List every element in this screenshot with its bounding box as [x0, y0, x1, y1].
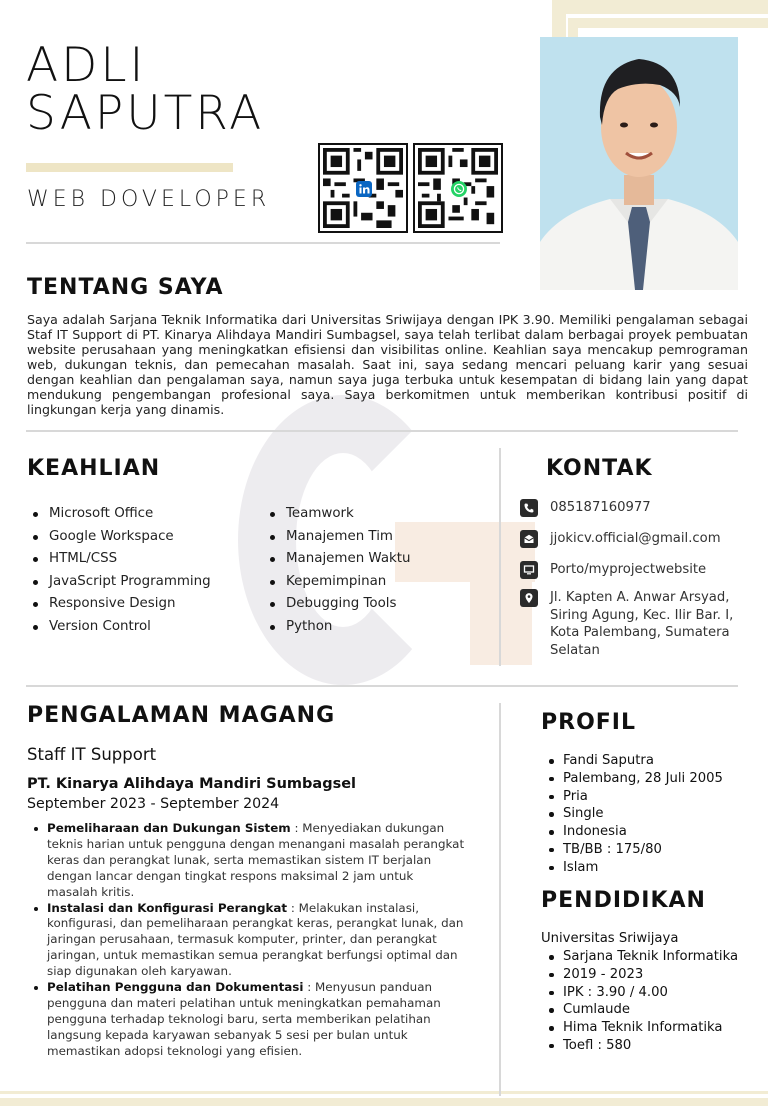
list-item: JavaScript Programming: [27, 571, 211, 594]
school-name: Universitas Sriwijaya: [541, 931, 679, 946]
list-item: Islam: [541, 859, 723, 877]
divider: [499, 703, 501, 1096]
phone-icon: [520, 499, 538, 517]
about-text: Saya adalah Sarjana Teknik Informatika dari Universitas Sriwijaya dengan IPK 3.90. Memiliki pengalaman sebagai Staf IT Support di PT. Kinarya Alihdaya Mandiri Sumbagsel, saya telah terlibat dalam berbagai proyek pembuatan website perusahaan yang meningkatkan efisiensi dan visibilitas online. Keahlian saya mencakup pemrograman web, dukungan teknis, dan pemecahan masalah. Saat ini, saya sedang mencari peluang karir yang sesuai dengan keahlian dan pengalaman saya, namun saya juga terbuka untuk kesempatan di bidang lain yang dapat mendukung pengembangan profesional saya. Saya berkomitmen untuk memberikan kontribusi positif di lingkungan kerja yang dinamis.: [27, 312, 748, 417]
monitor-icon: [520, 561, 538, 579]
address-line: Selatan: [550, 642, 600, 658]
list-item: Version Control: [27, 616, 211, 639]
bottom-accent-line: [0, 1091, 768, 1094]
duty-text: : Menyediakan dukungan teknis harian untuk pengguna dengan menangani masalah perangkat keras dan perangkat lunak, serta memastikan sistem IT berjalan dengan lancar dengan tingkat respons maksimal 2 jam untuk masalah kritis.: [47, 821, 465, 899]
contact-phone[interactable]: [520, 499, 651, 517]
profile-photo: [540, 37, 738, 290]
list-item: HTML/CSS: [27, 548, 211, 571]
watermark-block: [395, 522, 535, 582]
duty-heading: Instalasi dan Konfigurasi Perangkat: [47, 900, 288, 915]
address-line: Jl. Kapten A. Anwar Arsyad,: [550, 590, 730, 605]
skills-list-right: [264, 503, 411, 639]
email-icon: [520, 530, 538, 548]
portfolio-link: Porto/myprojectwebsite: [550, 562, 707, 577]
profile-list: [541, 752, 723, 877]
phone-number: 085187160977: [550, 500, 651, 515]
contact-address: [520, 589, 733, 659]
divider: [26, 430, 738, 432]
list-item: Google Workspace: [27, 526, 211, 549]
list-item: Toefl : 580: [541, 1037, 738, 1055]
address-line: Kota Palembang, Sumatera: [550, 625, 730, 640]
list-item: Microsoft Office: [27, 503, 211, 526]
linkedin-qr-code[interactable]: [318, 143, 408, 233]
list-item: [27, 980, 467, 1060]
about-heading: TENTANG SAYA: [27, 275, 224, 300]
duties-list: [27, 821, 467, 1060]
skills-heading: KEAHLIAN: [27, 456, 161, 481]
list-item: TB/BB : 175/80: [541, 841, 723, 859]
email-address: jjokicv.official@gmail.com: [550, 531, 721, 546]
list-item: [27, 821, 467, 901]
duty-heading: Pelatihan Pengguna dan Dokumentasi: [47, 980, 304, 995]
divider: [26, 242, 500, 244]
education-list: [541, 948, 738, 1055]
list-item: 2019 - 2023: [541, 966, 738, 984]
contact-heading: KONTAK: [546, 456, 653, 481]
list-item: Python: [264, 616, 411, 639]
whatsapp-icon: [451, 181, 467, 197]
experience-heading: PENGALAMAN MAGANG: [27, 703, 336, 728]
list-item: Responsive Design: [27, 593, 211, 616]
divider: [26, 685, 738, 687]
bottom-accent-bar: [0, 1098, 768, 1106]
list-item: Single: [541, 805, 723, 823]
last-name: SAPUTRA: [26, 86, 265, 141]
list-item: Sarjana Teknik Informatika: [541, 948, 738, 966]
list-item: [27, 901, 467, 981]
list-item: Manajemen Waktu: [264, 548, 411, 571]
contact-email[interactable]: [520, 530, 721, 548]
list-item: IPK : 3.90 / 4.00: [541, 984, 738, 1002]
location-pin-icon: [520, 589, 538, 607]
list-item: Debugging Tools: [264, 593, 411, 616]
list-item: Manajemen Tim: [264, 526, 411, 549]
linkedin-icon: [356, 181, 372, 197]
contact-portfolio[interactable]: [520, 561, 706, 579]
list-item: Palembang, 28 Juli 2005: [541, 770, 723, 788]
divider: [499, 448, 501, 666]
profile-heading: PROFIL: [541, 710, 636, 735]
education-heading: PENDIDIKAN: [541, 888, 706, 913]
duty-text: : Menyusun panduan pengguna dan materi pelatihan untuk meningkatkan pemahaman pengguna terhadap teknologi baru, serta memberikan pelatihan langsung kepada karyawan sebanyak 5 sesi per bulan untuk memastikan adopsi teknologi yang efisien.: [47, 980, 441, 1058]
job-role: WEB DOVELOPER: [27, 187, 271, 212]
list-item: Cumlaude: [541, 1001, 738, 1019]
list-item: Kepemimpinan: [264, 571, 411, 594]
first-name: ADLI: [26, 38, 147, 93]
employment-period: September 2023 - September 2024: [27, 796, 280, 812]
list-item: Fandi Saputra: [541, 752, 723, 770]
whatsapp-qr-code[interactable]: [413, 143, 503, 233]
address-text: [550, 589, 733, 659]
address-line: Siring Agung, Kec. Ilir Bar. I,: [550, 607, 734, 623]
list-item: Pria: [541, 788, 723, 806]
candidate-name: [26, 38, 265, 141]
duty-text: : Melakukan instalasi, konfigurasi, dan pemeliharaan perangkat keras, perangkat lunak, dan jaringan perusahaan, termasuk komputer, printer, dan perangkat jaringan, untuk memastikan semua perangkat berfungsi optimal dan siap digunakan oleh karyawan.: [47, 900, 464, 979]
company-name: PT. Kinarya Alihdaya Mandiri Sumbagsel: [27, 776, 357, 792]
job-title: Staff IT Support: [27, 745, 157, 764]
accent-bar: [26, 163, 233, 172]
skills-list-left: [27, 503, 211, 639]
list-item: Teamwork: [264, 503, 411, 526]
list-item: Hima Teknik Informatika: [541, 1019, 738, 1037]
duty-heading: Pemeliharaan dan Dukungan Sistem: [47, 821, 291, 835]
list-item: Indonesia: [541, 823, 723, 841]
